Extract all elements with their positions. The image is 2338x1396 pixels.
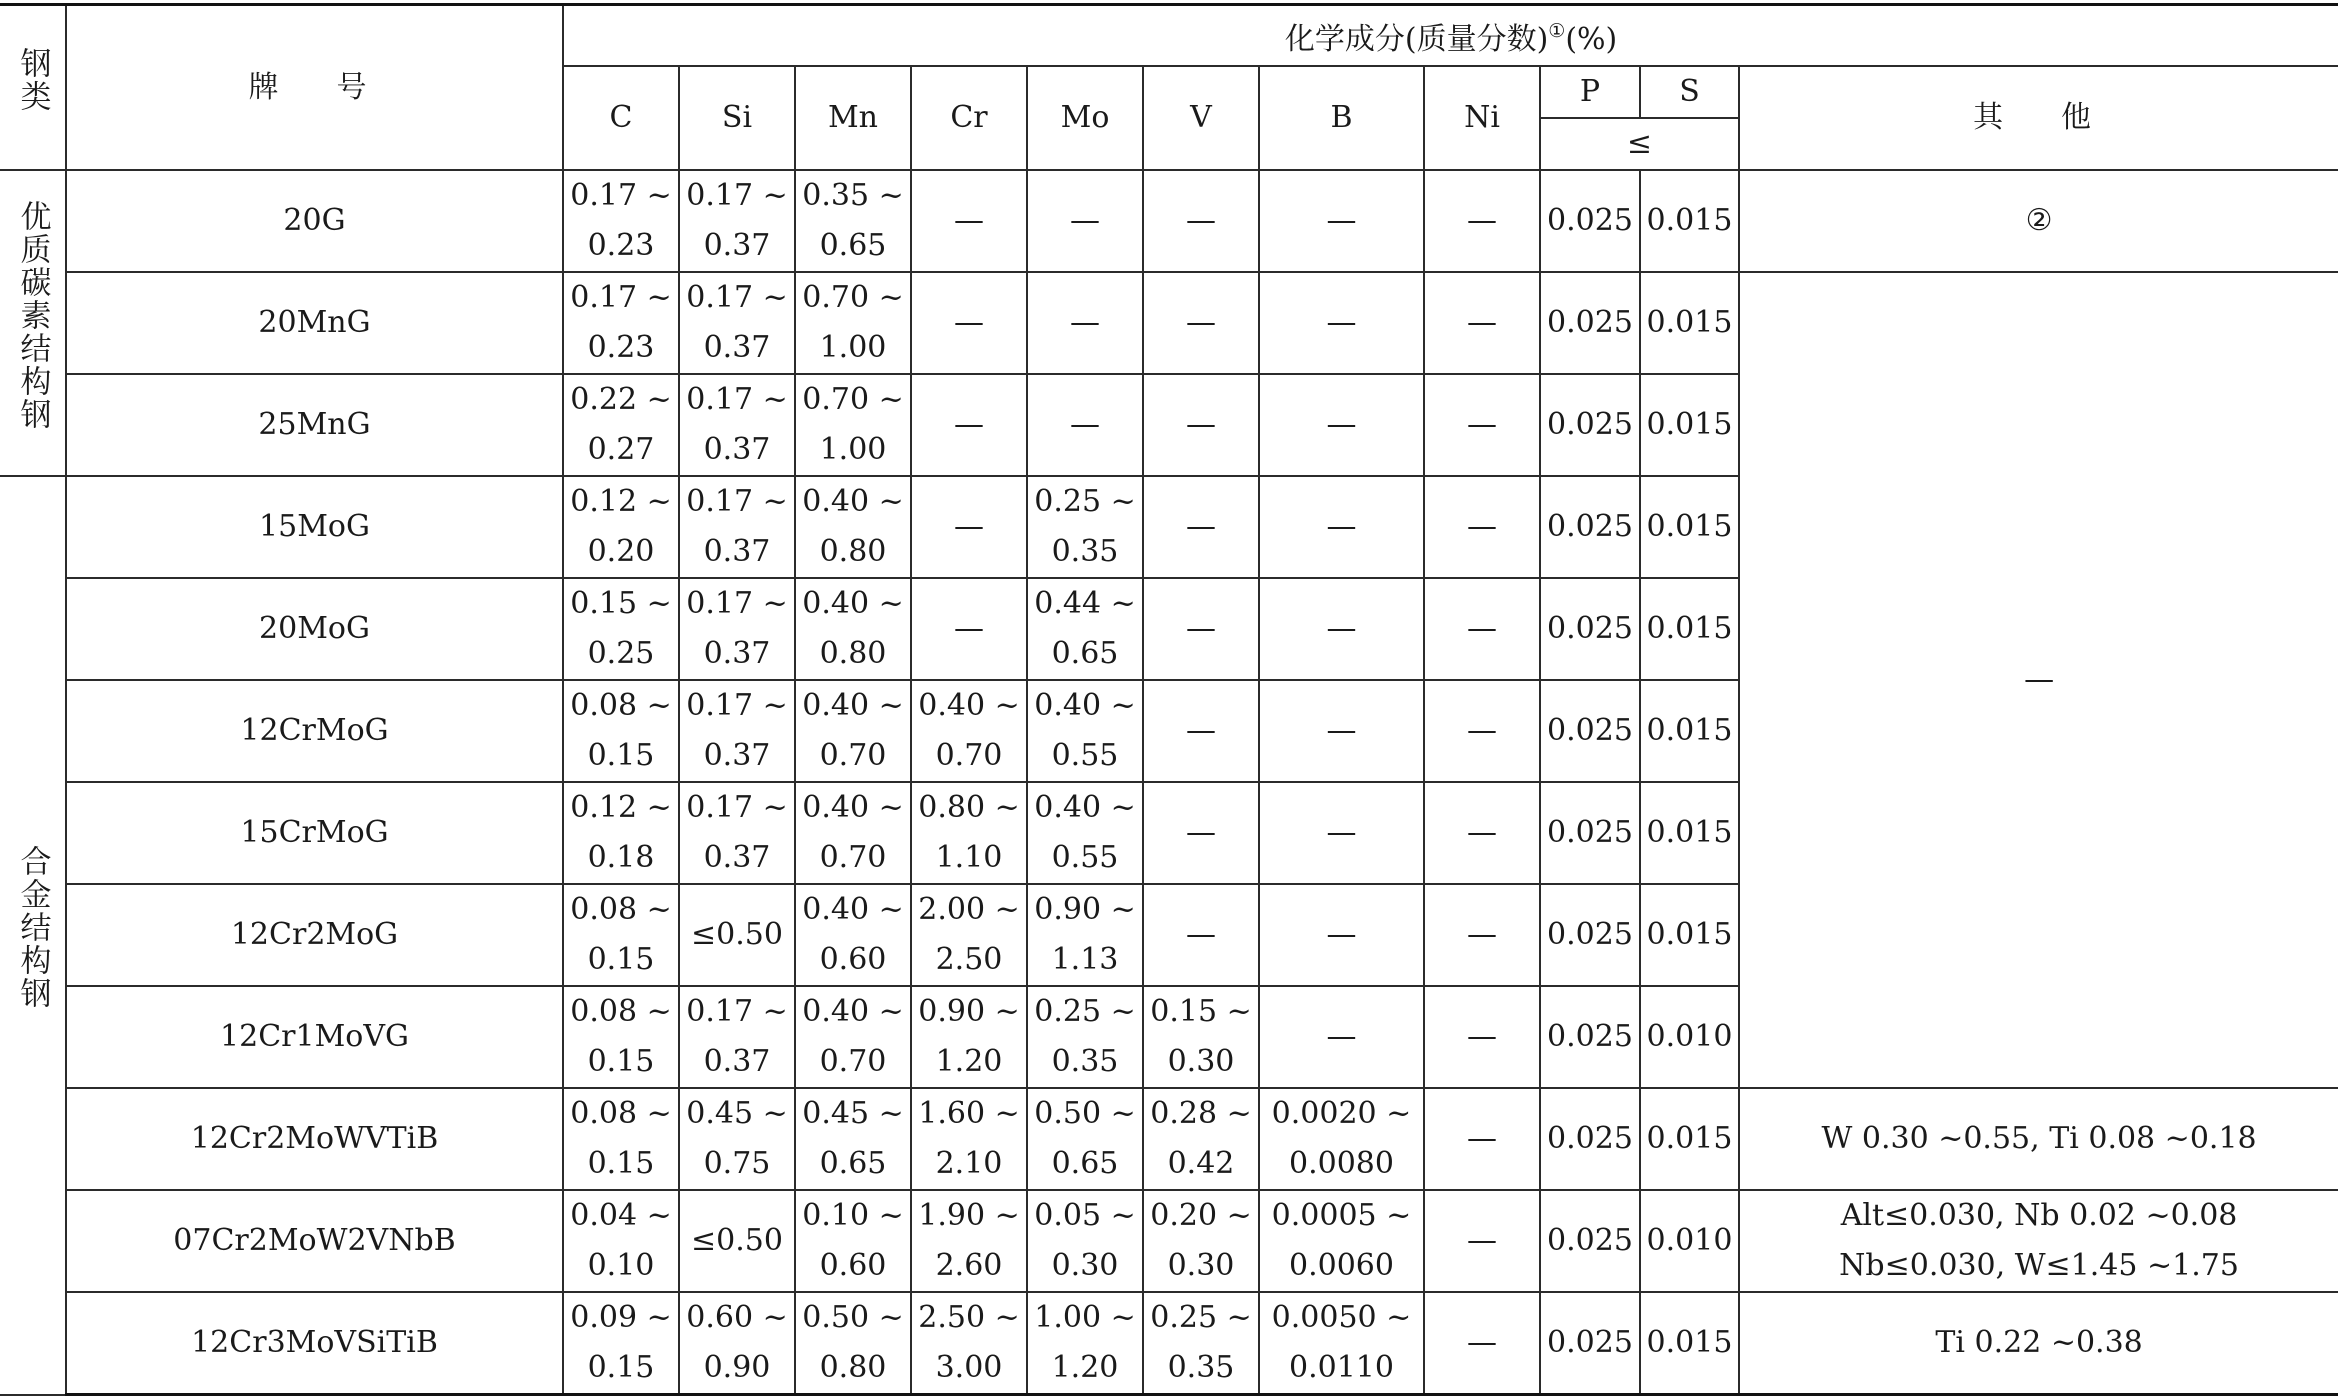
- cell-cr: —: [911, 476, 1027, 578]
- cell-mo: 0.25 ~ 0.35: [1027, 476, 1143, 578]
- cell-si: 0.45 ~ 0.75: [679, 1088, 795, 1190]
- cell-v: 0.20 ~ 0.30: [1143, 1190, 1259, 1292]
- cell-c: 0.12 ~ 0.18: [563, 782, 679, 884]
- composition-table: [0, 3, 2338, 1396]
- cell-ni: —: [1424, 1190, 1540, 1292]
- cell-ni: —: [1424, 476, 1540, 578]
- cell-p: 0.025: [1540, 884, 1640, 986]
- cell-v: —: [1143, 782, 1259, 884]
- grade-cell: 07Cr2MoW2VNbB: [66, 1190, 563, 1292]
- cell-b: —: [1259, 170, 1424, 272]
- header-row-1: [0, 5, 2338, 67]
- table-row: [0, 1292, 2338, 1395]
- grade-cell: 20MoG: [66, 578, 563, 680]
- cell-s: 0.015: [1640, 476, 1739, 578]
- cell-mn: 0.35 ~ 0.65: [795, 170, 911, 272]
- cell-p: 0.025: [1540, 1292, 1640, 1395]
- cell-cr: —: [911, 170, 1027, 272]
- element-header-mo: Mo: [1027, 66, 1143, 170]
- cell-si: 0.17 ~ 0.37: [679, 986, 795, 1088]
- other-cell: Alt≤0.030, Nb 0.02 ~0.08 Nb≤0.030, W≤1.45 ~1.75: [1739, 1190, 2338, 1292]
- table-row: [0, 1190, 2338, 1292]
- cell-mn: 0.40 ~ 0.80: [795, 476, 911, 578]
- cell-p: 0.025: [1540, 476, 1640, 578]
- cell-b: —: [1259, 782, 1424, 884]
- cell-si: 0.17 ~ 0.37: [679, 680, 795, 782]
- cell-si: 0.17 ~ 0.37: [679, 272, 795, 374]
- cell-v: 0.25 ~ 0.35: [1143, 1292, 1259, 1395]
- cell-cr: 2.50 ~ 3.00: [911, 1292, 1027, 1395]
- cell-ni: —: [1424, 986, 1540, 1088]
- cell-c: 0.08 ~ 0.15: [563, 986, 679, 1088]
- cell-s: 0.015: [1640, 884, 1739, 986]
- cell-v: 0.15 ~ 0.30: [1143, 986, 1259, 1088]
- cell-cr: 2.00 ~ 2.50: [911, 884, 1027, 986]
- cell-b: —: [1259, 272, 1424, 374]
- grade-cell: 15CrMoG: [66, 782, 563, 884]
- cell-mo: —: [1027, 170, 1143, 272]
- grade-cell: 12Cr1MoVG: [66, 986, 563, 1088]
- cell-mn: 0.40 ~ 0.70: [795, 986, 911, 1088]
- cell-s: 0.015: [1640, 272, 1739, 374]
- cell-p: 0.025: [1540, 374, 1640, 476]
- cell-c: 0.15 ~ 0.25: [563, 578, 679, 680]
- grade-cell: 25MnG: [66, 374, 563, 476]
- element-header-ni: Ni: [1424, 66, 1540, 170]
- table-row: [0, 170, 2338, 272]
- other-note-2: ②: [1739, 170, 2338, 272]
- cell-mn: 0.40 ~ 0.70: [795, 680, 911, 782]
- composition-header: 化学成分(质量分数)①(%): [563, 5, 2338, 67]
- cell-b: 0.0020 ~ 0.0080: [1259, 1088, 1424, 1190]
- cell-c: 0.12 ~ 0.20: [563, 476, 679, 578]
- grade-cell: 12Cr3MoVSiTiB: [66, 1292, 563, 1395]
- cell-ni: —: [1424, 272, 1540, 374]
- grade-cell: 12Cr2MoWVTiB: [66, 1088, 563, 1190]
- cell-b: 0.0050 ~ 0.0110: [1259, 1292, 1424, 1395]
- cell-mn: 0.40 ~ 0.70: [795, 782, 911, 884]
- cell-cr: 0.90 ~ 1.20: [911, 986, 1027, 1088]
- grade-cell: 12Cr2MoG: [66, 884, 563, 986]
- other-dash: —: [1739, 272, 2338, 1088]
- cell-c: 0.08 ~ 0.15: [563, 884, 679, 986]
- grade-header: 牌 号: [66, 5, 563, 171]
- cell-mn: 0.50 ~ 0.80: [795, 1292, 911, 1395]
- cell-c: 0.09 ~ 0.15: [563, 1292, 679, 1395]
- cell-c: 0.17 ~ 0.23: [563, 170, 679, 272]
- cell-b: —: [1259, 476, 1424, 578]
- cell-ni: —: [1424, 374, 1540, 476]
- cell-v: —: [1143, 884, 1259, 986]
- cell-mn: 0.40 ~ 0.80: [795, 578, 911, 680]
- cell-s: 0.015: [1640, 170, 1739, 272]
- cell-si: 0.17 ~ 0.37: [679, 374, 795, 476]
- other-cell: Ti 0.22 ~0.38: [1739, 1292, 2338, 1395]
- cell-mo: 0.44 ~ 0.65: [1027, 578, 1143, 680]
- cell-s: 0.015: [1640, 782, 1739, 884]
- cell-mo: —: [1027, 374, 1143, 476]
- cell-mo: 0.25 ~ 0.35: [1027, 986, 1143, 1088]
- cell-mo: 1.00 ~ 1.20: [1027, 1292, 1143, 1395]
- cell-s: 0.015: [1640, 578, 1739, 680]
- cell-s: 0.015: [1640, 1088, 1739, 1190]
- category-carbon-steel: 优质碳素结构钢: [0, 170, 66, 476]
- cell-v: —: [1143, 680, 1259, 782]
- cell-mo: 0.40 ~ 0.55: [1027, 680, 1143, 782]
- cell-p: 0.025: [1540, 170, 1640, 272]
- cell-c: 0.22 ~ 0.27: [563, 374, 679, 476]
- footnote-1-marker: ①: [1548, 20, 1566, 42]
- cell-cr: 0.40 ~ 0.70: [911, 680, 1027, 782]
- cell-s: 0.010: [1640, 1190, 1739, 1292]
- cell-mn: 0.70 ~ 1.00: [795, 272, 911, 374]
- cell-v: —: [1143, 578, 1259, 680]
- max-limit-sign: ≤: [1540, 118, 1739, 170]
- cell-si: 0.17 ~ 0.37: [679, 578, 795, 680]
- grade-cell: 12CrMoG: [66, 680, 563, 782]
- table-row: [0, 272, 2338, 374]
- element-header-b: B: [1259, 66, 1424, 170]
- cell-mn: 0.70 ~ 1.00: [795, 374, 911, 476]
- cell-mo: 0.05 ~ 0.30: [1027, 1190, 1143, 1292]
- element-header-cr: Cr: [911, 66, 1027, 170]
- element-header-s: S: [1640, 66, 1739, 118]
- category-alloy-steel: 合金结构钢: [0, 476, 66, 1395]
- cell-cr: —: [911, 272, 1027, 374]
- cell-p: 0.025: [1540, 680, 1640, 782]
- cell-v: —: [1143, 272, 1259, 374]
- element-header-si: Si: [679, 66, 795, 170]
- cell-cr: —: [911, 578, 1027, 680]
- cell-b: —: [1259, 986, 1424, 1088]
- cell-v: —: [1143, 374, 1259, 476]
- cell-c: 0.17 ~ 0.23: [563, 272, 679, 374]
- cell-v: —: [1143, 476, 1259, 578]
- cell-ni: —: [1424, 782, 1540, 884]
- cell-cr: —: [911, 374, 1027, 476]
- cell-mo: 0.40 ~ 0.55: [1027, 782, 1143, 884]
- cell-ni: —: [1424, 884, 1540, 986]
- cell-s: 0.015: [1640, 1292, 1739, 1395]
- cell-s: 0.015: [1640, 374, 1739, 476]
- cell-mo: 0.90 ~ 1.13: [1027, 884, 1143, 986]
- cell-b: 0.0005 ~ 0.0060: [1259, 1190, 1424, 1292]
- cell-mo: 0.50 ~ 0.65: [1027, 1088, 1143, 1190]
- cell-si: 0.17 ~ 0.37: [679, 782, 795, 884]
- cell-si: 0.17 ~ 0.37: [679, 170, 795, 272]
- cell-si: ≤0.50: [679, 884, 795, 986]
- cell-si: 0.17 ~ 0.37: [679, 476, 795, 578]
- cell-cr: 1.90 ~ 2.60: [911, 1190, 1027, 1292]
- cell-p: 0.025: [1540, 782, 1640, 884]
- cell-si: 0.60 ~ 0.90: [679, 1292, 795, 1395]
- cell-mn: 0.45 ~ 0.65: [795, 1088, 911, 1190]
- other-header: 其 他: [1739, 66, 2338, 170]
- element-header-v: V: [1143, 66, 1259, 170]
- cell-p: 0.025: [1540, 272, 1640, 374]
- cell-b: —: [1259, 884, 1424, 986]
- cell-s: 0.010: [1640, 986, 1739, 1088]
- cell-p: 0.025: [1540, 578, 1640, 680]
- element-header-c: C: [563, 66, 679, 170]
- cell-b: —: [1259, 374, 1424, 476]
- cell-p: 0.025: [1540, 1088, 1640, 1190]
- grade-cell: 20G: [66, 170, 563, 272]
- cell-cr: 1.60 ~ 2.10: [911, 1088, 1027, 1190]
- cell-p: 0.025: [1540, 986, 1640, 1088]
- cell-c: 0.04 ~ 0.10: [563, 1190, 679, 1292]
- grade-cell: 15MoG: [66, 476, 563, 578]
- element-header-mn: Mn: [795, 66, 911, 170]
- category-header: 钢类: [0, 5, 66, 171]
- cell-ni: —: [1424, 680, 1540, 782]
- cell-b: —: [1259, 578, 1424, 680]
- grade-cell: 20MnG: [66, 272, 563, 374]
- cell-v: —: [1143, 170, 1259, 272]
- table-row: [0, 1088, 2338, 1190]
- cell-mn: 0.10 ~ 0.60: [795, 1190, 911, 1292]
- element-header-p: P: [1540, 66, 1640, 118]
- cell-ni: —: [1424, 1292, 1540, 1395]
- cell-cr: 0.80 ~ 1.10: [911, 782, 1027, 884]
- cell-s: 0.015: [1640, 680, 1739, 782]
- cell-ni: —: [1424, 170, 1540, 272]
- cell-v: 0.28 ~ 0.42: [1143, 1088, 1259, 1190]
- cell-p: 0.025: [1540, 1190, 1640, 1292]
- cell-mn: 0.40 ~ 0.60: [795, 884, 911, 986]
- cell-c: 0.08 ~ 0.15: [563, 1088, 679, 1190]
- cell-ni: —: [1424, 578, 1540, 680]
- cell-ni: —: [1424, 1088, 1540, 1190]
- cell-b: —: [1259, 680, 1424, 782]
- cell-si: ≤0.50: [679, 1190, 795, 1292]
- cell-c: 0.08 ~ 0.15: [563, 680, 679, 782]
- other-cell: W 0.30 ~0.55, Ti 0.08 ~0.18: [1739, 1088, 2338, 1190]
- cell-mo: —: [1027, 272, 1143, 374]
